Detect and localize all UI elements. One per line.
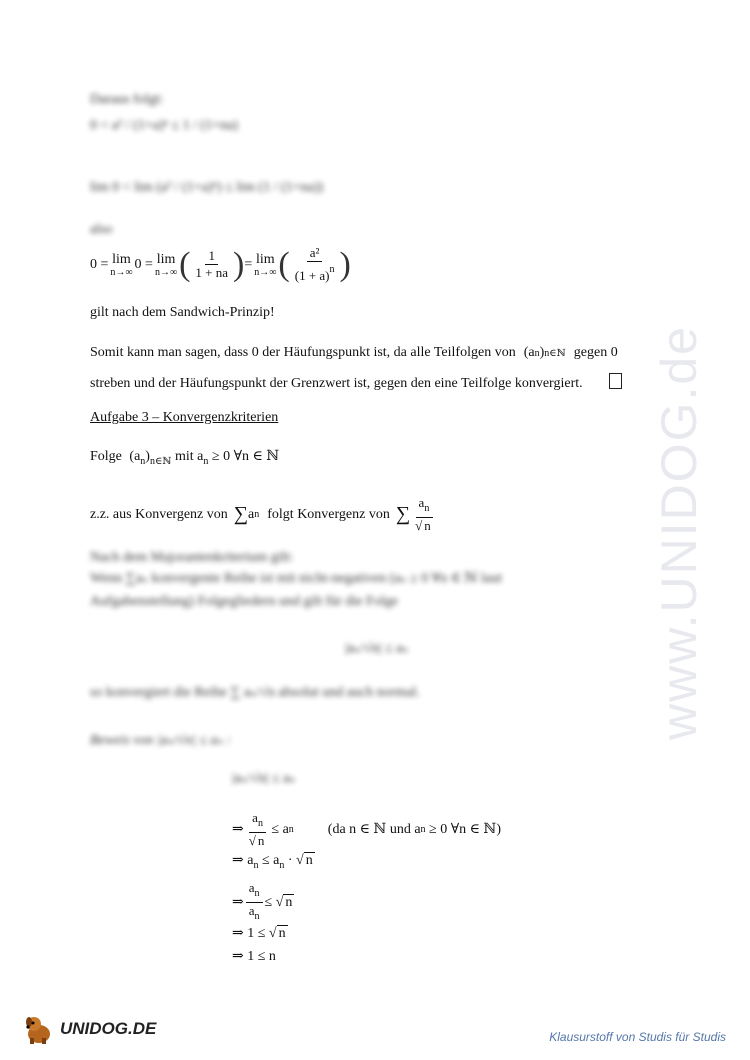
eq-mid: 0 = <box>134 256 153 272</box>
blurred-p2: Wenn ∑aₙ konvergente Reihe ist mit nicht-negativen (aₙ ≥ 0 ∀n ∈ ℕ laut <box>90 571 502 586</box>
lim-1: lim n→∞ <box>110 251 133 278</box>
fraction-2: $\frac{\text{a²}}{(1 + a)^n}$ <box>294 245 335 283</box>
lim-2: lim n→∞ <box>154 251 178 278</box>
qed-box-icon <box>609 373 622 389</box>
lim-3: lim n→∞ <box>254 251 277 278</box>
fraction-1: $\frac{1}{1 + na}$ <box>195 248 229 280</box>
unidog-logo[interactable] <box>22 1012 156 1046</box>
somit-line-1: Somit kann man sagen, dass 0 der Häufungspunkt ist, da alle Teilfolgen von ( a n ) n∈ℕ gegen 0 <box>90 345 618 360</box>
sandwich-text: gilt nach dem Sandwich-Prinzip! <box>90 305 275 320</box>
blurred-p4: so konvergiert die Reihe ∑ aₙ/√n absolut und auch normal. <box>90 685 420 700</box>
logo-text: UNIDOG.DE <box>60 1019 157 1038</box>
step-3: ⇒ $\frac{a_n}{a_n}$ ≤ √ n <box>232 880 293 922</box>
blurred-beweis: Beweis von |aₙ/√n| ≤ aₙ : <box>90 733 232 748</box>
blurred-line-3: lim 0 < lim (a² / (1+a)ⁿ) ≤ lim (1 / (1+na)) <box>90 180 324 195</box>
blurred-line-2: 0 < a² / (1+a)ⁿ ≤ 1 / (1+na) <box>90 118 239 133</box>
step-5: ⇒ 1 ≤ n <box>232 949 276 964</box>
zz-line: z.z. aus Konvergenz von ∑ a n folgt Konvergenz von ∑ $\frac{a_n}{√ n}$ <box>90 495 431 533</box>
step-4: ⇒ 1 ≤ √ n <box>232 926 286 941</box>
blurred-p1: Nach dem Majorantenkriterium gilt: <box>90 550 294 565</box>
limit-equation: 0 = lim n→∞ 0 = lim n→∞ ( $\frac{1}{1 + na}$ ) = lim n→∞ ( $\frac{\text{a²}}{(1 + a)^n}$ ) <box>90 245 351 283</box>
step-2: ⇒ $a_n \le a_n$ · √ n <box>232 853 313 871</box>
step-1: ⇒ $\frac{a_n}{√ n}$ ≤ a n (da n ∈ ℕ und a n ≥ 0 ∀n ∈ ℕ) <box>232 810 501 848</box>
blurred-step0: |aₙ/√n| ≤ aₙ <box>232 771 296 786</box>
eq-sign: = <box>244 256 253 272</box>
dog-logo-icon <box>22 1012 56 1046</box>
somit-line-2: streben und der Häufungspunkt der Grenzwert ist, gegen den eine Teilfolge konvergiert. <box>90 373 622 392</box>
folge-line: Folge $(a_n)_{n\in ℕ}$ mit $a_n \ge 0$ ∀n ∈ ℕ <box>90 449 280 467</box>
blurred-line-4: also <box>90 222 113 237</box>
blurred-p3: Aufgabenstellung) Folgegliedern und gilt für die Folge <box>90 594 398 609</box>
blurred-line-1: Daraus folgt: <box>90 92 164 107</box>
section-heading: Aufgabe 3 – Konvergenzkriterien <box>90 410 279 425</box>
watermark-text: www.UNIDOG.de <box>651 325 707 740</box>
eq-zero: 0 = <box>90 256 109 272</box>
blurred-formula: |aₙ/√n| ≤ aₙ <box>345 641 409 656</box>
footer-slogan: Klausurstoff von Studis für Studis <box>549 1030 726 1044</box>
